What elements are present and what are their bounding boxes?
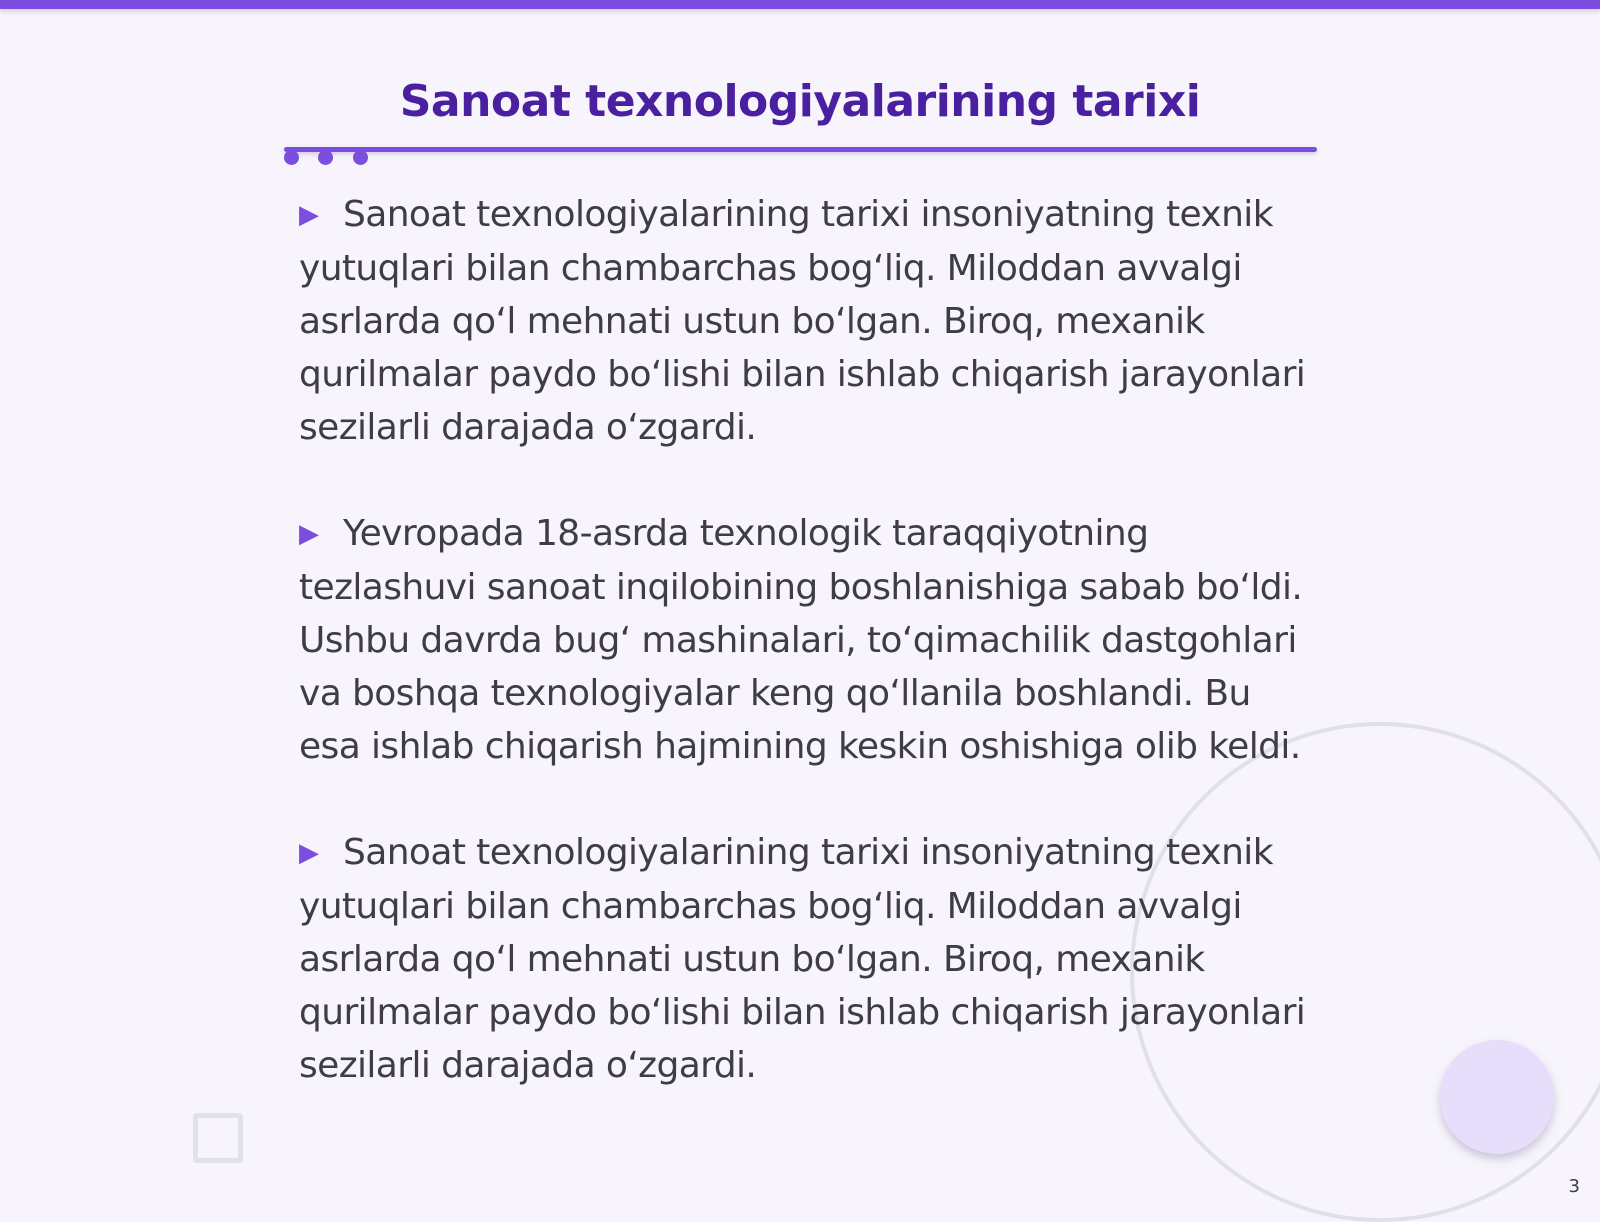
page-number: 3 bbox=[1568, 1176, 1580, 1197]
triangle-right-icon: ▶ bbox=[299, 200, 319, 230]
top-accent-bar bbox=[0, 0, 1600, 9]
title-underline bbox=[284, 147, 1317, 152]
triangle-right-icon: ▶ bbox=[299, 838, 319, 868]
slide-title: Sanoat texnologiyalarining tarixi bbox=[399, 76, 1201, 127]
underline-dot-1 bbox=[284, 150, 299, 165]
paragraph-text: Sanoat texnologiyalarining tarixi insoniyatning texnik yutuqlari bilan chambarchas bog‘liq. Miloddan avvalgi asrlarda qo‘l mehnati ustun bo‘lgan. Biroq, mexanik qurilmalar paydo bo‘lishi bilan ishlab chiqarish jarayonlari sezilarli darajada o‘zgardi. bbox=[299, 194, 1306, 448]
paragraph-text: Sanoat texnologiyalarining tarixi insoniyatning texnik yutuqlari bilan chambarchas bog‘liq. Miloddan avvalgi asrlarda qo‘l mehnati ustun bo‘lgan. Biroq, mexanik qurilmalar paydo bo‘lishi bilan ishlab chiqarish jarayonlari sezilarli darajada o‘zgardi. bbox=[299, 832, 1306, 1086]
decorative-circle-filled bbox=[1440, 1040, 1554, 1154]
triangle-right-icon: ▶ bbox=[299, 519, 319, 549]
paragraph-text: Yevropada 18-asrda texnologik taraqqiyotning tezlashuvi sanoat inqilobining boshlanishiga sabab bo‘ldi. Ushbu davrda bug‘ mashinalari, to‘qimachilik dastgohlari va boshqa texnologiyalar keng qo‘llanila boshlandi. Bu esa ishlab chiqarish hajmining keskin oshishiga olib keldi. bbox=[299, 513, 1303, 767]
decorative-square-outline bbox=[193, 1113, 243, 1163]
bullet-paragraph-3 bbox=[299, 826, 1309, 1092]
slide-body bbox=[299, 188, 1309, 1092]
bullet-paragraph-2 bbox=[299, 507, 1309, 773]
underline-dot-2 bbox=[318, 150, 333, 165]
underline-dot-3 bbox=[353, 150, 368, 165]
bullet-paragraph-1 bbox=[299, 188, 1309, 454]
